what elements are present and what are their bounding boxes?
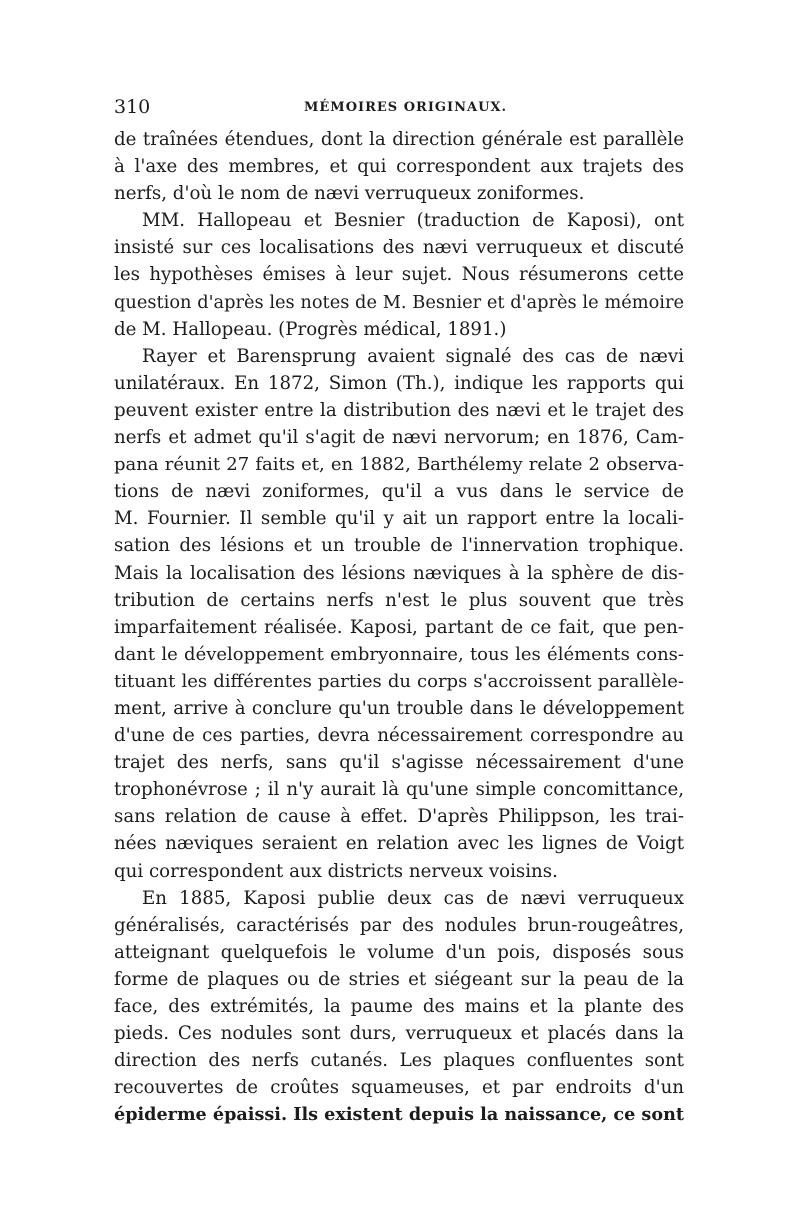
text-line: unilatéraux. En 1872, Simon (Th.), indique les rapports qui: [114, 372, 684, 394]
running-head: MÉMOIRES ORIGINAUX.: [304, 100, 508, 115]
text-line: MM. Hallopeau et Besnier (traduction de Kaposi), ont: [142, 210, 684, 232]
book-page: [114, 96, 684, 1128]
text-line: nerfs, d'où le nom de nævi verruqueux zoniformes.: [114, 183, 585, 205]
text-line: pieds. Ces nodules sont durs, verruqueux et placés dans la: [114, 1023, 684, 1045]
text-line: question d'après les notes de M. Besnier et d'après le mémoire: [114, 291, 684, 313]
text-line: atteignant quelquefois le volume d'un pois, disposés sous: [114, 941, 684, 963]
text-line: tribution de certains nerfs n'est le plus souvent que très: [114, 589, 684, 611]
page-header: [114, 96, 684, 122]
text-line: Mais la localisation des lésions næviques à la sphère de dis-: [114, 562, 684, 584]
text-line: de M. Hallopeau. (Progrès médical, 1891.): [114, 318, 507, 340]
text-line: insisté sur ces localisations des nævi verruqueux et discuté: [114, 237, 684, 259]
text-line: nées næviques seraient en relation avec les lignes de Voigt: [114, 833, 684, 855]
text-line: qui correspondent aux districts nerveux voisins.: [114, 860, 558, 882]
text-line: ment, arrive à conclure qu'un trouble dans le développement: [114, 697, 684, 719]
text-line: trophonévrose ; il n'y aurait là qu'une simple concomittance,: [114, 779, 684, 801]
text-line: En 1885, Kaposi publie deux cas de nævi verruqueux: [142, 887, 684, 909]
text-line: pana réunit 27 faits et, en 1882, Barthélemy relate 2 observa-: [114, 454, 684, 476]
text-line: recouvertes de croûtes squameuses, et par endroits d'un: [114, 1077, 684, 1099]
text-line: de traînées étendues, dont la direction générale est parallèle: [114, 129, 684, 150]
text-line: sation des lésions et un trouble de l'innervation trophique.: [114, 535, 684, 557]
page-number: 310: [114, 96, 151, 118]
text-line: trajet des nerfs, sans qu'il s'agisse nécessairement d'une: [114, 752, 684, 774]
text-line: forme de plaques ou de stries et siégeant sur la peau de la: [114, 968, 684, 990]
text-line: tituant les différentes parties du corps s'accroissent parallèle-: [114, 670, 684, 692]
text-line: épiderme épaissi. Ils existent depuis la naissance, ce sont: [114, 1104, 684, 1126]
text-line: M. Fournier. Il semble qu'il y ait un rapport entre la locali-: [114, 508, 684, 530]
text-line: dant le développement embryonnaire, tous les éléments cons-: [114, 643, 684, 665]
text-line: peuvent exister entre la distribution des nævi et le trajet des: [114, 399, 684, 421]
text-line: les hypothèses émises à leur sujet. Nous résumerons cette: [114, 264, 684, 286]
text-line: d'une de ces parties, devra nécessairement correspondre au: [114, 725, 684, 747]
body-text: [114, 126, 684, 1128]
text-line: direction des nerfs cutanés. Les plaques confluentes sont: [114, 1050, 684, 1072]
text-line: tions de nævi zoniformes, qu'il a vus dans le service de: [114, 481, 684, 503]
text-line: face, des extrémités, la paume des mains et la plante des: [114, 996, 684, 1017]
text-line: nerfs et admet qu'il s'agit de nævi nervorum; en 1876, Cam-: [114, 427, 684, 449]
text-line: généralisés, caractérisés par des nodules brun-rougeâtres,: [114, 914, 684, 936]
text-line: Rayer et Barensprung avaient signalé des cas de nævi: [142, 345, 684, 367]
text-line: imparfaitement réalisée. Kaposi, partant de ce fait, que pen-: [114, 616, 684, 638]
text-line: sans relation de cause à effet. D'après Philippson, les trai-: [114, 806, 684, 828]
text-line: à l'axe des membres, et qui correspondent aux trajets des: [114, 156, 684, 178]
